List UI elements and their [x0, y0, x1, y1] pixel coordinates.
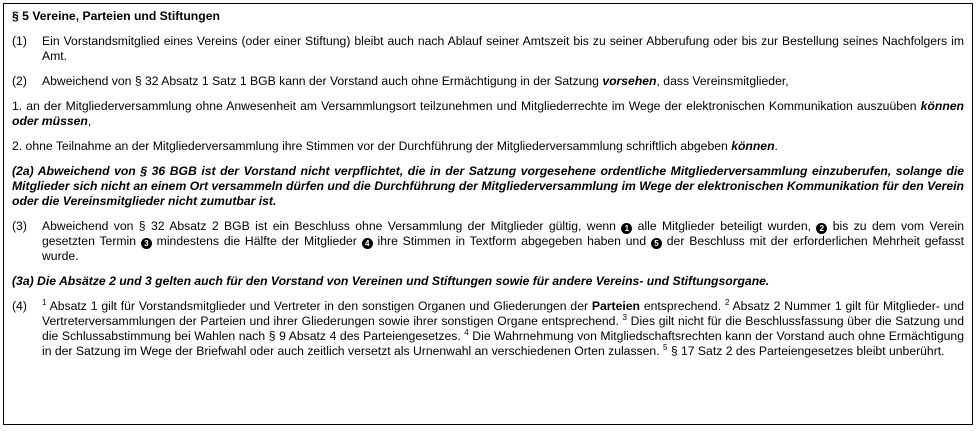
- section-title: § 5 Vereine, Parteien und Stiftungen: [12, 9, 220, 23]
- paragraph-2a: (2a) Abweichend von § 36 BGB ist der Vorstand nicht verpflichtet, die in der Satzung vorgesehene ordentliche Mitgliederversammlung einzuberufen, solange die Mitglieder sich nicht an einem Ort versammeln dürfen und die Durchführung der Mitgliederversammlung im Wege der elektronischen Kommunikation für den Verein oder die Vereinsmitglieder nicht zumutbar ist.: [12, 164, 964, 208]
- list-item-2: [12, 139, 964, 154]
- text-segment: der Beschluss mit der erforderlichen Mehrheit gefasst wurde.: [42, 234, 964, 263]
- paragraph-text: [42, 299, 964, 359]
- circled-number-3-icon: 3: [141, 238, 152, 249]
- emphasis: können: [731, 139, 775, 153]
- paragraph-number: (1): [12, 34, 27, 48]
- text-segment: Dies gilt nicht für die Beschlussfassung über die Satzung und die Schlussabstimmung bei Wahlen nach § 9 Absatz 4 des Parteiengesetzes.: [42, 314, 965, 343]
- text-segment: Absatz 2 Nummer 1 gilt für Mitglieder- und Vertreterversammlungen der Parteien und ihrer Gliederungen sowie ihrer sonstigen Organe entsprechend.: [42, 299, 965, 328]
- emphasis: vorsehen: [602, 74, 657, 88]
- text-segment: , dass Vereinsmitglieder,: [656, 74, 789, 88]
- text-segment: § 17 Satz 2 des Parteiengesetzes bleibt unberührt.: [667, 344, 945, 358]
- text-segment: Die Wahrnehmung von Mitgliedschaftsrechten kann der Vorstand auch ohne Ermächtigung in der Satzung im Wege der Briefwahl oder auch zeitlich versetzt als Urnenwahl an verschiedenen Orten zulassen.: [42, 329, 964, 358]
- paragraph-1: [12, 34, 964, 64]
- text-segment: Absatz 1 gilt für Vorstandsmitglieder und Vertreter in den sonstigen Organen und Gliederungen der: [46, 299, 592, 313]
- text-segment: bis zu dem vom Verein gesetzten Termin: [42, 219, 965, 248]
- text-segment: alle Mitglieder beteiligt wurden,: [632, 219, 817, 233]
- circled-number-4-icon: 4: [362, 238, 373, 249]
- circled-number-2-icon: 2: [816, 223, 827, 234]
- sentence-number: 1: [42, 298, 47, 307]
- text-segment: entsprechend.: [640, 299, 725, 313]
- list-item-1: [12, 99, 964, 129]
- paragraph-3a: (3a) Die Absätze 2 und 3 gelten auch für den Vorstand von Vereinen und Stiftungen sowie für andere Vereins- und Stiftungsorgane.: [12, 274, 770, 288]
- paragraph-number: (2): [12, 74, 27, 88]
- paragraph-text: Ein Vorstandsmitglied eines Vereins (oder einer Stiftung) bleibt auch nach Ablauf seiner Amtszeit bis zu seiner Abberufung oder bis zur Bestellung seines Nachfolgers im Amt.: [42, 34, 964, 63]
- paragraph-text: [42, 74, 964, 89]
- circled-number-1-icon: 1: [621, 223, 632, 234]
- paragraph-2: [12, 74, 964, 89]
- paragraph-number: (4): [12, 299, 27, 313]
- sentence-number: 3: [622, 313, 627, 322]
- sentence-number: 5: [662, 343, 668, 352]
- circled-number-5-icon: 5: [651, 238, 662, 249]
- paragraph-number: (3): [12, 219, 27, 233]
- emphasis: Parteien: [591, 299, 640, 313]
- sentence-number: 4: [464, 328, 469, 337]
- paragraph-3: [12, 219, 964, 264]
- text-segment: Abweichend von § 32 Absatz 1 Satz 1 BGB kann der Vorstand auch ohne Ermächtigung in der Satzung: [42, 74, 603, 88]
- emphasis: können oder müssen: [12, 99, 964, 128]
- law-text-box: [3, 3, 973, 425]
- text-segment: .: [774, 139, 778, 153]
- paragraph-text: [42, 219, 964, 264]
- text-segment: mindestens die Hälfte der Mitglieder: [151, 234, 362, 248]
- sentence-number: 2: [724, 298, 730, 307]
- text-segment: ihre Stimmen in Textform abgegeben haben und: [372, 234, 651, 248]
- text-segment: 1. an der Mitgliederversammlung ohne Anwesenheit am Versammlungsort teilzunehmen und Mitgliederrechte im Wege der elektronischen Kommunikation auszuüben: [12, 99, 921, 113]
- paragraph-4: [12, 299, 964, 359]
- text-segment: ,: [87, 114, 92, 128]
- text-segment: Abweichend von § 32 Absatz 2 BGB ist ein Beschluss ohne Versammlung der Mitglieder gültig, wenn: [42, 219, 622, 233]
- text-segment: 2. ohne Teilnahme an der Mitgliederversammlung ihre Stimmen vor der Durchführung der Mitgliederversammlung schriftlich abgeben: [12, 139, 732, 153]
